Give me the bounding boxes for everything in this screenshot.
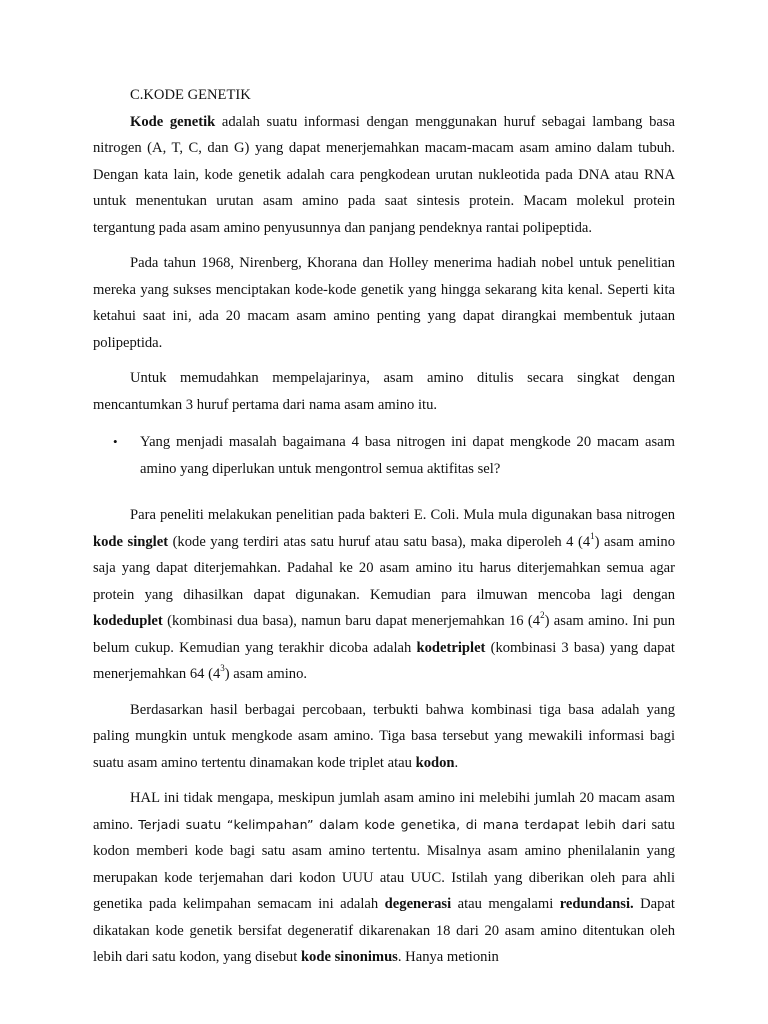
text-run: (kombinasi 3 basa) yang dapat menerjemahkan 64 (4 xyxy=(93,639,675,682)
superscript: 3 xyxy=(220,663,225,674)
text-run: . xyxy=(454,754,459,771)
text-run: atau mengalami xyxy=(451,896,560,912)
bold-term: kodetriplet xyxy=(416,639,486,656)
bullet-marker: • xyxy=(113,434,118,449)
bold-term: redundansi. xyxy=(559,896,634,912)
text-run: (kode yang terdiri atas satu huruf atau satu basa), maka diperoleh 4 (4 xyxy=(168,533,591,550)
superscript: 2 xyxy=(540,610,545,621)
bullet-text: Yang menjadi masalah bagaimana 4 basa nitrogen ini dapat mengkode 20 macam asam amino yang diperlukan untuk mengontrol semua aktifitas sel? xyxy=(140,434,675,477)
styled-text-run: Terjadi suatu “kelimpahan” dalam kode genetika, di mana terdapat lebih dari xyxy=(138,816,647,832)
document-body xyxy=(93,82,675,980)
bullet-list xyxy=(93,429,675,482)
text-run: ) asam amino. xyxy=(224,666,308,682)
paragraph-research xyxy=(93,502,675,688)
bold-term: degenerasi xyxy=(384,896,452,912)
bold-term: Kode genetik xyxy=(130,113,216,130)
paragraph-abbreviation: Untuk memudahkan mempelajarinya, asam amino ditulis secara singkat dengan mencantumkan 3 huruf pertama dari nama asam amino itu. xyxy=(93,370,675,413)
paragraph-degeneracy xyxy=(93,785,675,971)
text-run: ) asam amino saja yang dapat diterjemahkan. Padahal ke 20 asam amino itu harus diterjemahkan semua agar protein yang dihasilkan dapat digunakan. Kemudian para ilmuwan mencoba lagi dengan xyxy=(93,533,675,603)
bold-term: kodeduplet xyxy=(93,613,163,629)
text-run: Berdasarkan hasil berbagai percobaan, terbukti bahwa kombinasi tiga basa adalah yang paling mungkin untuk mengkode asam amino. Tiga basa tersebut yang mewakili informasi bagi suatu asam amino tertentu dinamakan kode triplet atau xyxy=(93,701,675,771)
bold-term: kode singlet xyxy=(93,533,169,550)
text-run: Dapat dikatakan kode genetik bersifat degeneratif dikarenakan 18 dari 20 asam amino ditentukan oleh lebih dari satu kodon, yang disebut xyxy=(93,896,675,965)
text-run: HAL ini tidak mengapa, meskipun jumlah asam amino ini melebihi jumlah 20 macam asam amino. xyxy=(93,790,675,833)
section-heading: C.KODE GENETIK xyxy=(130,87,251,103)
list-item xyxy=(93,429,675,482)
superscript: 1 xyxy=(590,530,595,541)
text-run: (kombinasi dua basa), namun baru dapat menerjemahkan 16 (4 xyxy=(162,613,541,629)
bold-term: kodon xyxy=(415,754,455,771)
text-run: satu kodon memberi kode bagi satu asam amino tertentu. Misalnya asam amino phenilalanin yang merupakan kode terjemahan dari kodon UUU atau UUC. Istilah yang diberikan oleh para ahli genetika pada kelimpahan semacam ini adalah xyxy=(93,816,675,912)
text-run: ) asam amino. Ini pun belum cukup. Kemudian yang terakhir dicoba adalah xyxy=(93,613,675,656)
paragraph-codon xyxy=(93,697,675,777)
paragraph-text: adalah suatu informasi dengan menggunakan huruf sebagai lambang basa nitrogen (A, T, C, dan G) yang dapat menerjemahkan macam-macam asam amino dalam tubuh. Dengan kata lain, kode genetik adalah cara pengkodean urutan nukleotida pada DNA atau RNA untuk menentukan urutan asam amino pada saat sintesis protein. Macam molekul protein tergantung pada asam amino penyusunnya dan panjang pendeknya rantai polipeptida. xyxy=(93,113,675,236)
paragraph-history: Pada tahun 1968, Nirenberg, Khorana dan Holley menerima hadiah nobel untuk penelitian mereka yang sukses menciptakan kode-kode genetik yang hingga sekarang kita kenal. Seperti kita ketahui saat ini, ada 20 macam asam amino penting yang dapat dirangkai membentuk jutaan polipeptida. xyxy=(93,255,675,351)
text-run: Para peneliti melakukan penelitian pada bakteri E. Coli. Mula mula digunakan basa nitrogen xyxy=(130,507,675,523)
paragraph-definition xyxy=(93,109,675,242)
text-run: . Hanya metionin xyxy=(397,949,499,965)
bold-term: kode sinonimus xyxy=(300,949,398,965)
